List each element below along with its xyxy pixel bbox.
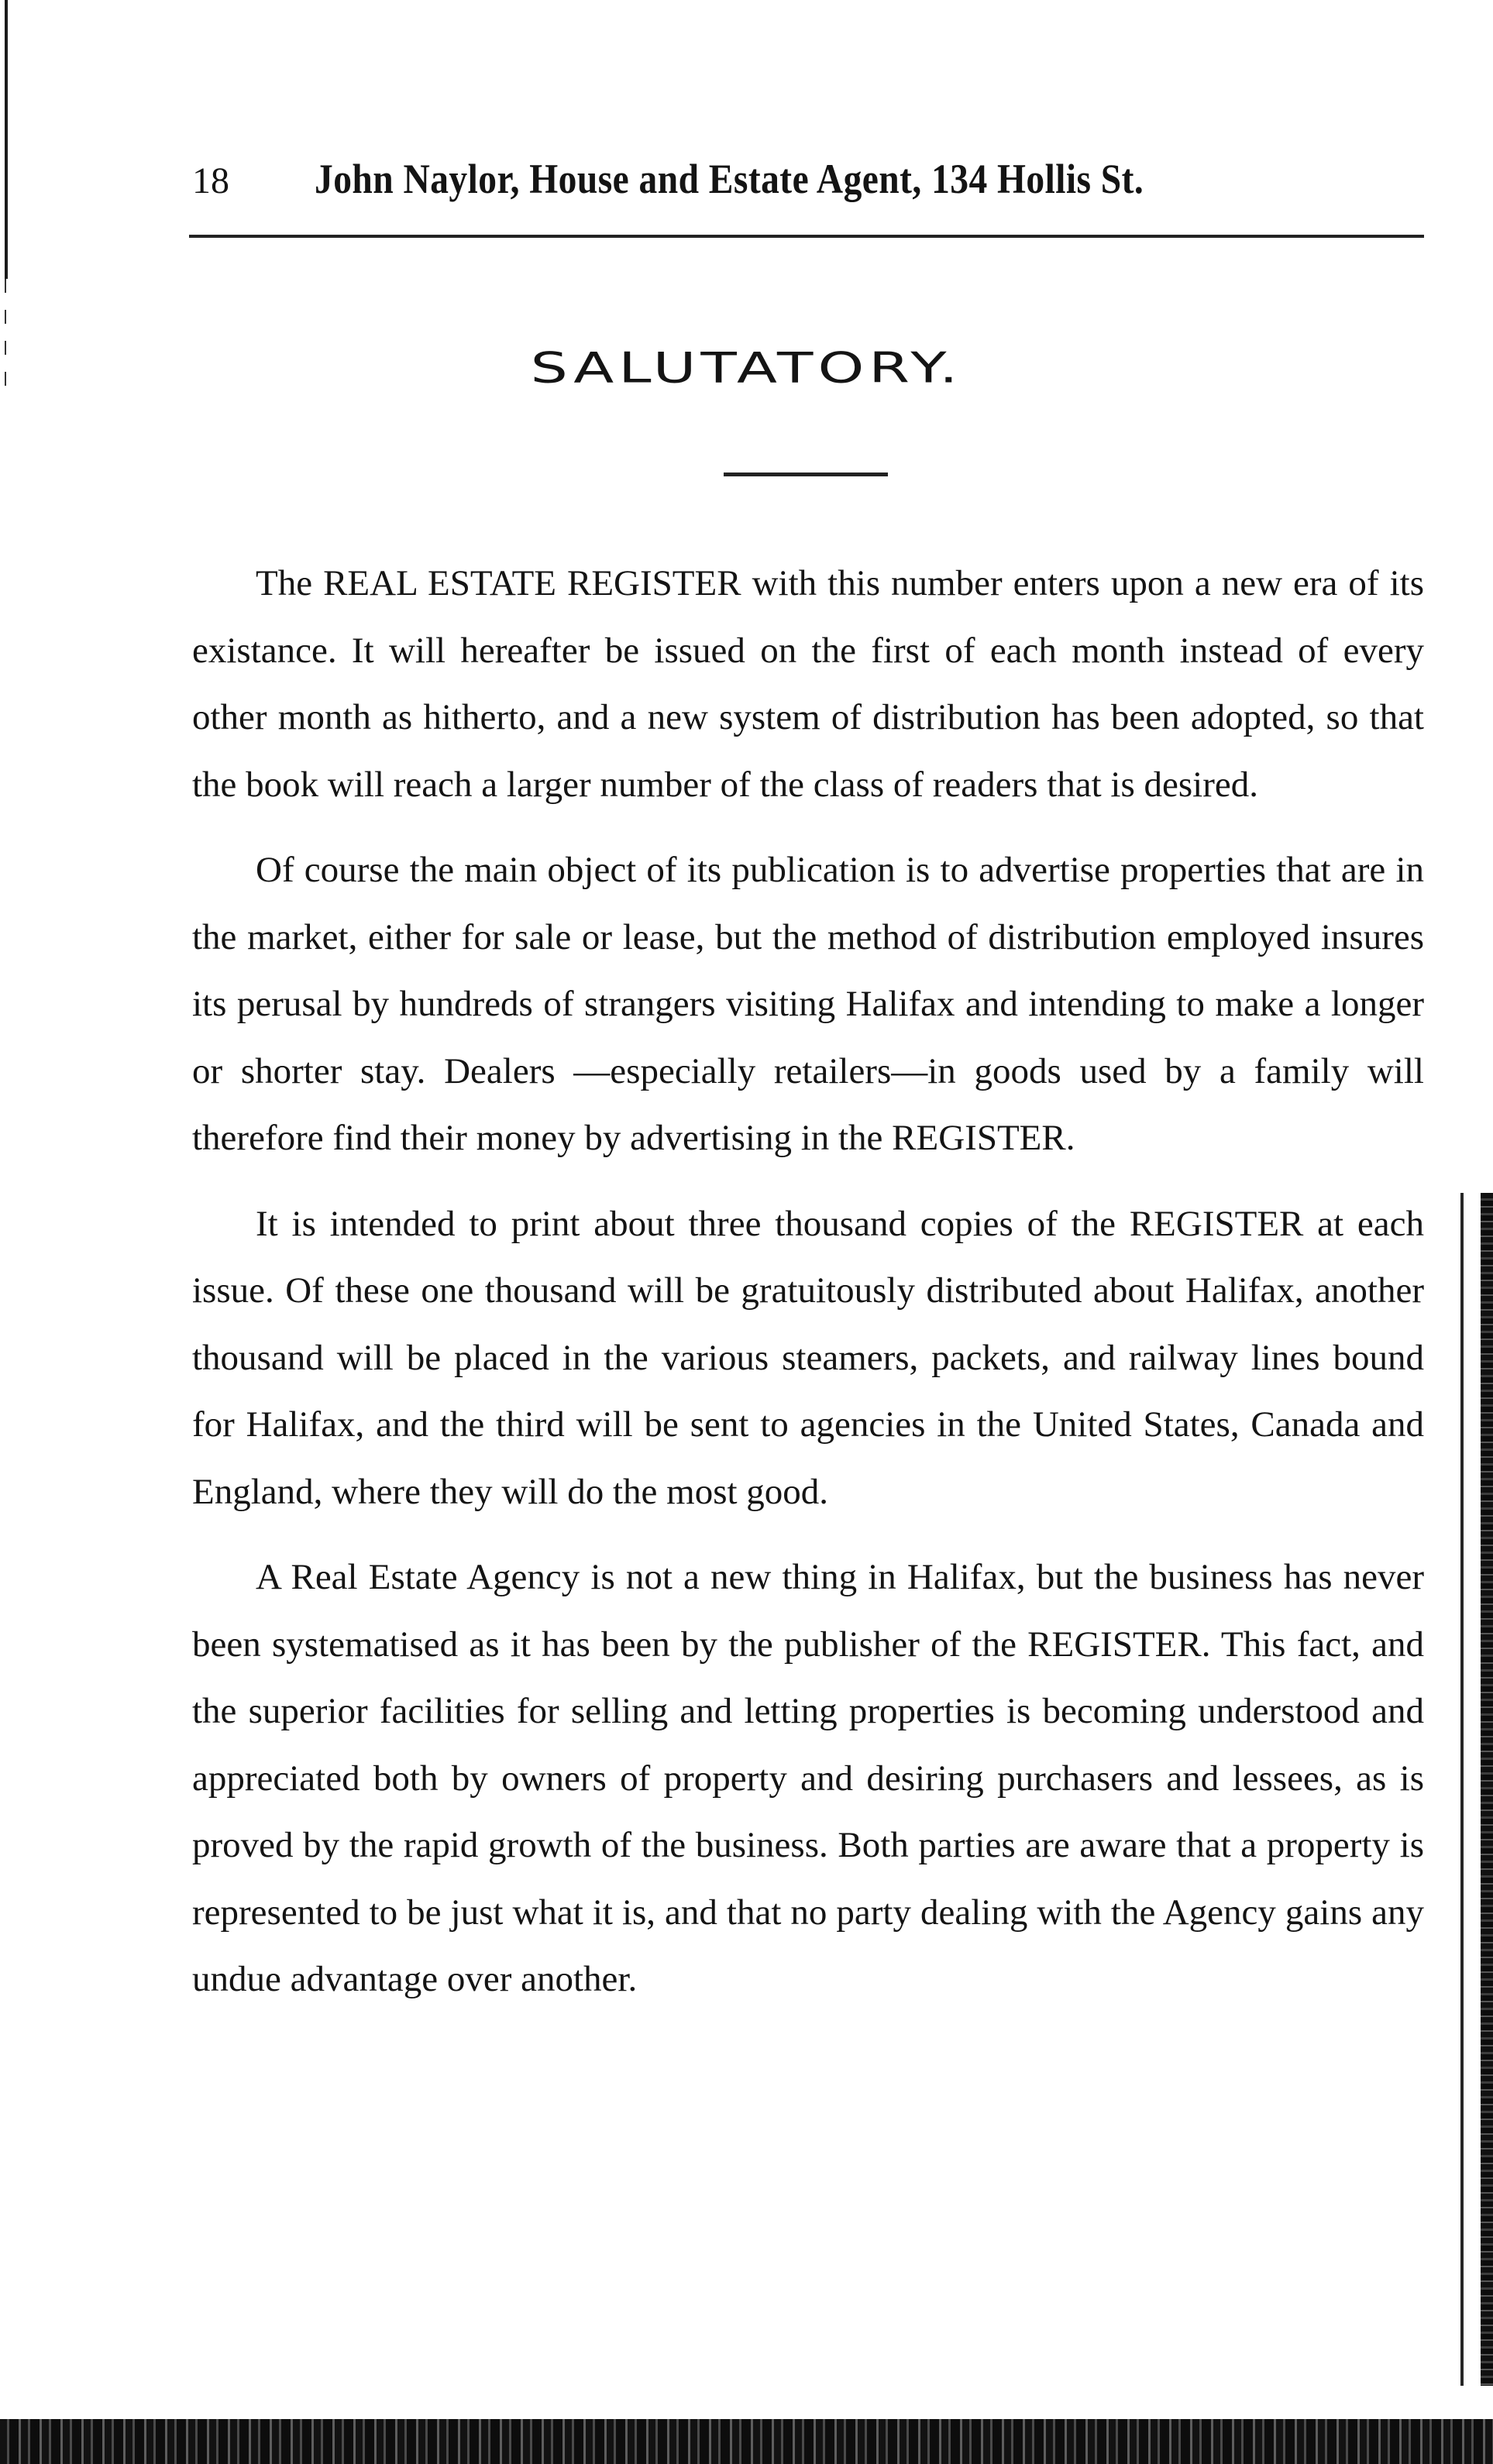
paragraph-3: It is intended to print about three thousand copies of the REGISTER at each issue. Of these one thousand will be gratuitously distributed about Halifax, another thousand will be placed in the various steamers, packets, and railway lines bound for Halifax, and the third will be sent to agencies in the United States, Canada and England, where they will do the most good. <box>192 1203 1424 1512</box>
header-rule <box>189 235 1424 238</box>
page-edge-right-line <box>1460 1193 1464 2386</box>
page-title: SALUTATORY. <box>530 342 963 393</box>
paragraph-2: Of course the main object of its publication is to advertise properties that are in the market, either for sale or lease, but the method of distribution employed insures its perusal by hundreds of strangers visiting Halifax and intending to make a longer or shorter stay. Dealers —especially retailers—in goods used by a family will therefore find their money by advertising in the REGISTER. <box>192 850 1424 1158</box>
page-edge-left <box>5 0 8 279</box>
running-head <box>192 155 1424 209</box>
page-edge-bottom <box>0 2419 1493 2464</box>
page-edge-right <box>1481 1193 1493 2386</box>
paragraph-1: The REAL ESTATE REGISTER with this number enters upon a new era of its existance. It will hereafter be issued on the first of each month instead of every other month as hitherto, and a new system of distribution has been adopted, so that the book will reach a larger number of the class of readers that is desired. <box>192 563 1424 805</box>
paragraph-4: A Real Estate Agency is not a new thing in Halifax, but the business has never been systematised as it has been by the publisher of the REGISTER. This fact, and the superior facilities for selling and letting properties is becoming understood and appreciated both by owners of property and desiring purchasers and lessees, as is proved by the rapid growth of the business. Both parties are aware that a property is represented to be just what it is, and that no party dealing with the Agency gains any undue advantage over another. <box>192 1557 1424 1999</box>
article-body <box>192 550 1424 2032</box>
page-number: 18 <box>192 160 229 201</box>
running-head-text: John Naylor, House and Estate Agent, 134 Hollis St. <box>315 156 1144 202</box>
title-rule <box>724 473 888 476</box>
